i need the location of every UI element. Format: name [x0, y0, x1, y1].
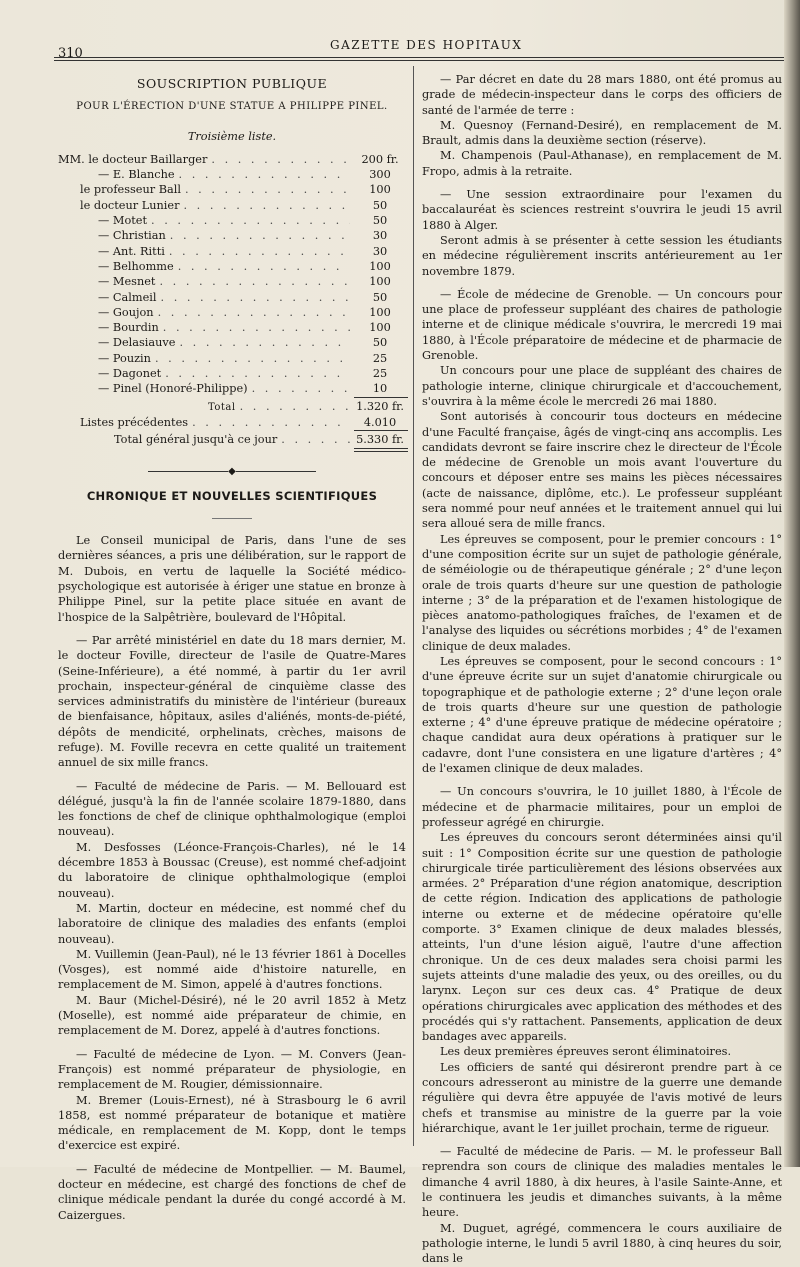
chronique-title: CHRONIQUE ET NOUVELLES SCIENTIFIQUES: [86, 488, 378, 503]
list-item: — Dagonet . . . 25: [58, 366, 406, 381]
list-item: le professeur Ball . . . 100: [58, 182, 406, 197]
left-paragraph: M. Vuillemin (Jean-Paul), né le 13 février 1861 à Docelles (Vosges), est nommé aide d'histoire naturelle, en remplacement de M. Simon, appelé à d'autres fonctions.: [58, 947, 406, 992]
right-paragraph: M. Quesnoy (Fernand-Desiré), en remplacement de M. Brault, admis dans la deuxième section (réserve).: [422, 118, 782, 148]
left-paragraph: — Faculté de médecine de Paris. — M. Bellouard est délégué, jusqu'à la fin de l'année scolaire 1879-1880, dans les fonctions de chef de clinique ophthalmologique (emploi nouveau).: [58, 779, 406, 839]
right-paragraph: Sont autorisés à concourir tous docteurs en médecine d'une Faculté française, âgés de vingt-cinq ans accomplis. Les candidats devront se faire inscrire chez le directeur de l'École de médecine de Grenoble un mois avant l'ouverture du concours et déposer entre ses mains les pièces nécessaires (acte de naissance, diplôme, etc.). Le professeur suppléant sera nommé pour neuf années et le traitement annuel qui lui sera alloué sera de mille francs.: [422, 410, 782, 531]
left-paragraph: M. Baur (Michel-Désiré), né le 20 avril 1852 à Metz (Moselle), est nommé aide préparateur de chimie, en remplacement de M. Dorez, appelé à d'autres fonctions.: [58, 993, 406, 1038]
previous-row: Listes précédentes . . . 4.010: [58, 415, 406, 430]
right-paragraph: Les épreuves se composent, pour le premier concours : 1° d'une composition écrite sur un sujet de pathologie générale, de séméiologie ou de thérapeutique générale ; 2° d'une leçon orale de trois quarts d'heure sur une question de pathologie interne ; 3° de la préparation et de l'examen histologique de pièces anatomo-pathologiques fraîches, de l'examen et de l'analyse des liquides ou sécrétions morbides ; 4° de l'examen clinique de deux malades.: [422, 532, 782, 653]
right-column: [422, 72, 782, 1267]
list-item: MM. le docteur Baillarger . . . 200 fr.: [58, 152, 406, 167]
list-item: — Bourdin . . . 100: [58, 320, 406, 335]
left-paragraph: — Faculté de médecine de Montpellier. — M. Baumel, docteur en médecine, est chargé des fonctions de chef de clinique médicale pendant la durée du congé accordé à M. Caizergues.: [58, 1162, 406, 1222]
left-paragraph: M. Desfosses (Léonce-François-Charles), né le 14 décembre 1853 à Boussac (Creuse), est nommé chef-adjoint du laboratoire de clinique ophthalmologique (emploi nouveau).: [58, 840, 406, 900]
ornament-divider: ◆: [58, 464, 406, 479]
list-item: — Pouzin . . . 25: [58, 351, 406, 366]
right-paragraph: — Par décret en date du 28 mars 1880, ont été promus au grade de médecin-inspecteur dans le corps des officiers de santé de l'armée de terre :: [422, 73, 782, 117]
column-divider: [413, 66, 414, 1146]
left-column: [58, 72, 406, 1223]
subscription-title: SOUSCRIPTION PUBLIQUE: [136, 76, 328, 91]
subscription-list: [58, 152, 406, 452]
list-item: — Motet . . . 50: [58, 213, 406, 228]
right-paragraph: — Un concours s'ouvrira, le 10 juillet 1880, à l'École de médecine et de pharmacie militaires, pour un emploi de professeur agrégé en chirurgie.: [422, 785, 782, 829]
grand-total-row: Total général jusqu'à ce jour . . . 5.330 fr.: [58, 432, 406, 447]
right-paragraph: Un concours pour une place de suppléant des chaires de pathologie interne, clinique chirurgicale et d'accouchement, s'ouvrira à la même école le mercredi 26 mai 1880.: [422, 364, 782, 408]
running-title: GAZETTE DES HOPITAUX: [330, 38, 523, 52]
short-rule: [212, 518, 252, 519]
right-paragraph: Les épreuves du concours seront déterminées ainsi qu'il suit : 1° Composition écrite sur une question de pathologie chirurgicale tirée particulièrement des lésions observées aux armées. 2° Préparation d'une région anatomique, description de cette région. Indication des applications de pathologie interne ou externe et de médecine opératoire qu'elle comporte. 3° Examen clinique de deux malades blessés, atteints, l'un d'une lésion aiguë, l'autre d'une affection chronique. Un de ces deux malades sera choisi parmi les sujets atteints d'une maladie des yeux, ou des oreilles, ou du larynx. Leçon sur ces deux cas. 4° Pratique de deux opérations chirurgicales avec application des méthodes et des procédés qui s'y rattachent. Pansements, application de deux bandages avec appareils.: [422, 831, 782, 1044]
list-item: — Calmeil . . . 50: [58, 290, 406, 305]
list-item: — Pinel (Honoré-Philippe) . . . 10: [58, 381, 406, 396]
right-paragraph: M. Champenois (Paul-Athanase), en remplacement de M. Fropo, admis à la retraite.: [422, 149, 782, 178]
list-item: — Ant. Ritti . . . 30: [58, 244, 406, 259]
grand-total-double-rule: [354, 448, 408, 452]
right-paragraph: Les épreuves se composent, pour le second concours : 1° d'une épreuve écrite sur un sujet d'anatomie chirurgicale ou topographique et de pathologie externe ; 2° d'une leçon orale de trois quarts d'heure sur une question de pathologie externe ; 4° d'une épreuve pratique de médecine opératoire ; chaque candidat aura deux opérations à pratiquer sur le cadavre, dont l'une consistera en une ligature d'artères ; 4° de l'examen clinique de deux malades.: [422, 654, 782, 776]
right-paragraph: M. Duguet, agrégé, commencera le cours auxiliaire de pathologie interne, le lundi 5 avril 1880, à cinq heures du soir, dans le: [422, 1221, 782, 1266]
left-paragraph: M. Martin, docteur en médecine, est nommé chef du laboratoire de clinique des maladies des enfants (emploi nouveau).: [58, 901, 406, 946]
list-item: — Belhomme . . . 100: [58, 259, 406, 274]
list-item: — Mesnet . . . 100: [58, 274, 406, 289]
header-rule: [54, 57, 784, 61]
left-paragraph: — Faculté de médecine de Lyon. — M. Convers (Jean-François) est nommé préparateur de physiologie, en remplacement de M. Rougier, démissionnaire.: [58, 1047, 406, 1092]
list-item: le docteur Lunier . . . 50: [58, 198, 406, 213]
right-paragraph: Les officiers de santé qui désireront prendre part à ce concours adresseront au ministre de la guerre une demande régulière qui devra être appuyée de l'avis motivé de leurs chefs et transmise au ministre de la guerre par la voie hiérarchique, avant le 1er juillet prochain, terme de rigueur.: [422, 1060, 782, 1135]
page-number: 310: [58, 46, 83, 61]
list-item: — Christian . . . 30: [58, 228, 406, 243]
left-paragraph: — Par arrêté ministériel en date du 18 mars dernier, M. le docteur Foville, directeur de l'asile de Quatre-Mares (Seine-Inférieure), a été nommé, à partir du 1er avril prochain, inspecteur-général de cinquième classe des services administratifs du ministère de l'intérieur (bureaux de bienfaisance, hôpitaux, asiles d'aliénés, monts-de-piété, dépôts de mendicité, orphelinats, crèches, maisons de refuge). M. Foville recevra en cette qualité un traitement annuel de six mille francs.: [58, 633, 406, 770]
right-paragraph: — Faculté de médecine de Paris. — M. le professeur Ball reprendra son cours de clinique des maladies mentales le dimanche 4 avril 1880, à dix heures, à l'asile Sainte-Anne, et le continuera les jeudis et dimanches suivants, à la même heure.: [422, 1145, 782, 1220]
right-paragraph: Seront admis à se présenter à cette session les étudiants en médecine régulièrement inscrits antérieurement au 1er novembre 1879.: [422, 233, 782, 278]
list-label: Troisième liste.: [187, 129, 277, 143]
right-paragraph: — Une session extraordinaire pour l'examen du baccalauréat ès sciences restreint s'ouvrira le jeudi 15 avril 1880 à Alger.: [422, 188, 782, 232]
page-binding-edge: [784, 0, 800, 1167]
list-item: — E. Blanche . . . 300: [58, 167, 406, 182]
total-row: Total . . . 1.320 fr.: [58, 399, 406, 415]
left-paragraph: M. Bremer (Louis-Ernest), né à Strasbourg le 6 avril 1858, est nommé préparateur de botanique et matière médicale, en remplacement de M. Kopp, dont le temps d'exercice est expiré.: [58, 1093, 406, 1153]
left-paragraph: Le Conseil municipal de Paris, dans l'une de ses dernières séances, a pris une délibération, sur le rapport de M. Dubois, en vertu de laquelle la Société médico-psychologique est autorisée à ériger une statue en bronze à Philippe Pinel, sur la petite place située en avant de l'hospice de la Salpêtrière, boulevard de l'Hôpital.: [58, 534, 406, 624]
subscription-subtitle: POUR L'ÉRECTION D'UNE STATUE A PHILIPPE PINEL.: [76, 101, 388, 113]
right-paragraph: Les deux premières épreuves seront éliminatoires.: [440, 1045, 732, 1059]
list-item: — Delasiauve . . . 50: [58, 335, 406, 350]
list-item: — Goujon . . . 100: [58, 305, 406, 320]
right-paragraph: — École de médecine de Grenoble. — Un concours pour une place de professeur suppléant des chaires de pathologie interne et de clinique médicale s'ouvrira, le mercredi 19 mai 1880, à l'École préparatoire de médecine et de pharmacie de Grenoble.: [422, 287, 782, 363]
